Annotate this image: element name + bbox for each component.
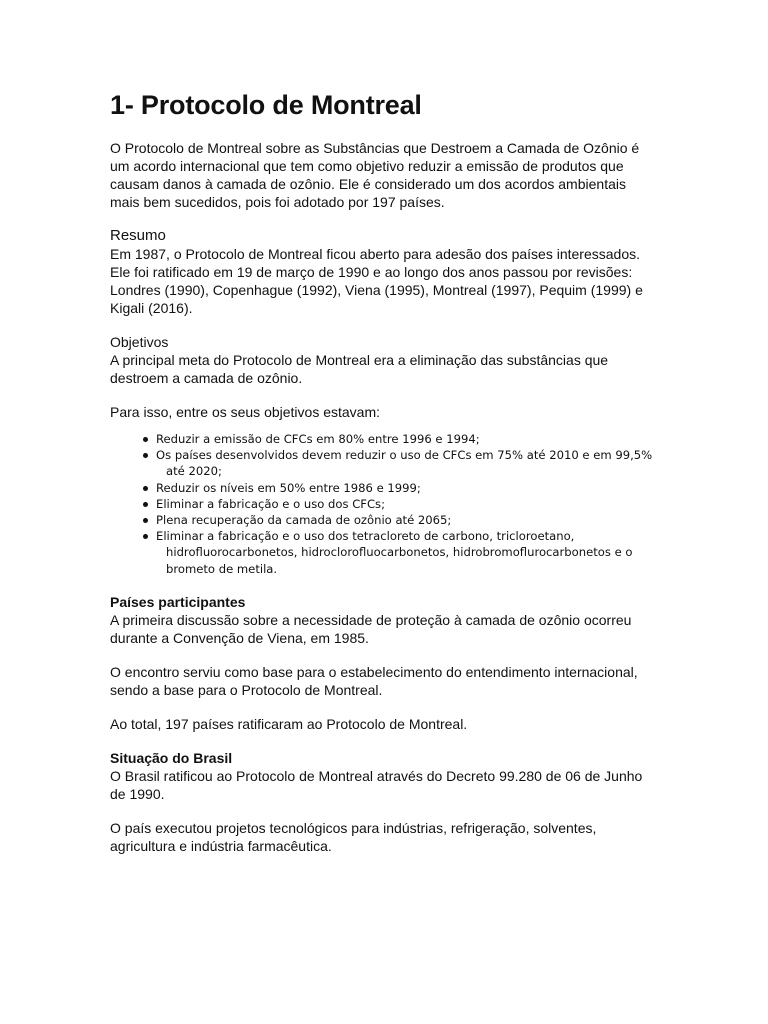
list-item: Eliminar a fabricação e o uso dos CFCs; bbox=[110, 496, 658, 512]
bullet-icon bbox=[143, 518, 148, 523]
document-page bbox=[110, 86, 658, 855]
brasil-paragraph-2: O país executou projetos tecnológicos para indústrias, refrigeração, solventes, agricultura e indústria farmacêutica. bbox=[110, 819, 597, 854]
paises-paragraph-1: A primeira discussão sobre a necessidade de proteção à camada de ozônio ocorreu durante a Convenção de Viena, em 1985. bbox=[110, 611, 632, 646]
resumo-heading: Resumo bbox=[110, 227, 166, 244]
list-item: Plena recuperação da camada de ozônio até 2065; bbox=[110, 512, 658, 528]
objetivos-paragraph: A principal meta do Protocolo de Montreal era a eliminação das substâncias que destroem a camada de ozônio. bbox=[110, 352, 609, 386]
bullet-icon bbox=[143, 534, 148, 539]
bullet-icon bbox=[143, 486, 148, 491]
intro-paragraph: O Protocolo de Montreal sobre as Substâncias que Destroem a Camada de Ozônio é um acordo internacional que tem como objetivo reduzir a emissão de produtos que causam danos à camada de ozônio. Ele é considerado um dos acordos ambientais mais bem sucedidos, pois foi adotado por 197 países. bbox=[110, 140, 640, 210]
bullet-icon bbox=[143, 502, 148, 507]
list-item: Reduzir a emissão de CFCs em 80% entre 1996 e 1994; bbox=[110, 431, 658, 447]
bullet-icon bbox=[143, 453, 148, 458]
objectives-list bbox=[110, 431, 658, 577]
list-item: Os países desenvolvidos devem reduzir o uso de CFCs em 75% até 2010 e em 99,5% até 2020; bbox=[110, 447, 658, 479]
page-title: 1- Protocolo de Montreal bbox=[110, 90, 422, 120]
paises-paragraph-2: O encontro serviu como base para o estabelecimento do entendimento internacional, sendo a base para o Protocolo de Montreal. bbox=[110, 663, 638, 698]
objetivos-heading: Objetivos bbox=[110, 334, 169, 350]
objetivos-lead: Para isso, entre os seus objetivos estavam: bbox=[110, 404, 381, 420]
brasil-paragraph-1: O Brasil ratificou ao Protocolo de Montreal através do Decreto 99.280 de 06 de Junho de 1990. bbox=[110, 767, 643, 802]
brasil-heading: Situação do Brasil bbox=[110, 749, 233, 766]
bullet-icon bbox=[143, 437, 148, 442]
paises-paragraph-3: Ao total, 197 países ratificaram ao Protocolo de Montreal. bbox=[110, 715, 468, 732]
list-item: Reduzir os níveis em 50% entre 1986 e 1999; bbox=[110, 480, 658, 496]
paises-heading: Países participantes bbox=[110, 593, 246, 610]
list-item: Eliminar a fabricação e o uso dos tetracloreto de carbono, tricloroetano, hidrofluorocarbonetos, hidroclorofluocarbonetos, hidrobromoflurocarbonetos e o brometo de metila. bbox=[110, 528, 658, 577]
resumo-paragraph: Em 1987, o Protocolo de Montreal ficou aberto para adesão dos países interessados. Ele foi ratificado em 19 de março de 1990 e ao longo dos anos passou por revisões: Londres (1990), Copenhague (1992), Viena (1995), Montreal (1997), Pequim (1999) e Kigali (2016). bbox=[110, 246, 643, 316]
